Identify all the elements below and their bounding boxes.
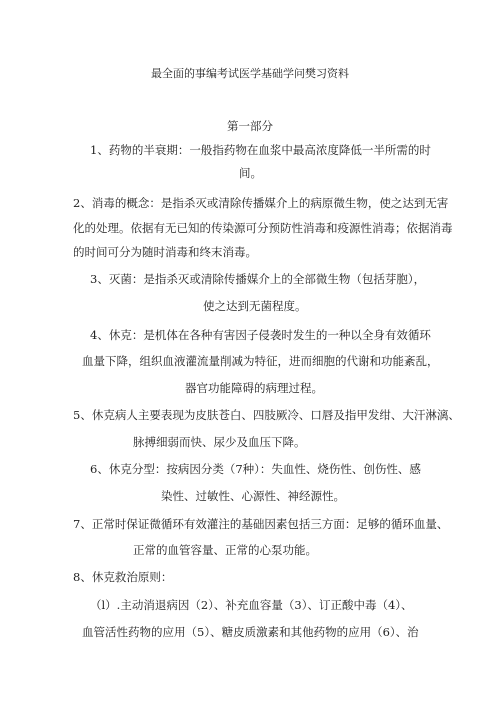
item-1-line-2: 间。 bbox=[239, 166, 262, 180]
item-2-line-1: 2、消毒的概念：是指杀灭或清除传播媒介上的病原微生物，使之达到无害 bbox=[73, 196, 449, 210]
item-8-line-3: 血管活性药物的应用（5）、糖皮质激素和其他药物的应用（6）、治 bbox=[82, 625, 419, 639]
item-7-line-2: 正常的血管容量、正常的心泵功能。 bbox=[133, 543, 317, 557]
item-6-line-2: 染性、过敏性、心源性、神经源性。 bbox=[161, 489, 345, 503]
item-7-line-1: 7、正常时保证微循环有效灌注的基础因素包括三方面：足够的循环血量、 bbox=[73, 517, 449, 531]
item-4-line-1: 4、休克：是机体在各种有害因子侵袭时发生的一种以全身有效循环 bbox=[90, 328, 431, 342]
item-5-line-2: 脉搏细弱而快、尿少及血压下降。 bbox=[133, 435, 306, 449]
item-5-line-1: 5、休克病人主要表现为皮肤苍白、四肢厥冷、口唇及指甲发绀、大汗淋漓、 bbox=[73, 408, 460, 422]
item-1-line-1: 1、药物的半衰期：一般指药物在血浆中最高浓度降低一半所需的时 bbox=[90, 143, 431, 157]
item-2-line-2: 化的处理。依据有无已知的传染源可分预防性消毒和疫源性消毒；依据消毒 bbox=[73, 221, 453, 235]
item-6-line-1: 6、休克分型：按病因分类（7种）：失血性、烧伤性、创伤性、感 bbox=[90, 462, 421, 476]
item-2-line-3: 的时间可分为随时消毒和终末消毒。 bbox=[73, 245, 257, 259]
item-4-line-2: 血量下降，组织血液灌流量削减为特征，进而细胞的代谢和功能紊乱， bbox=[82, 354, 439, 368]
part-heading: 第一部分 bbox=[227, 119, 273, 133]
item-8-line-1: 8、休克救治原则： bbox=[73, 570, 173, 584]
item-4-line-3: 器官功能障碍的病理过程。 bbox=[185, 381, 323, 395]
item-3-line-1: 3、灭菌：是指杀灭或清除传播媒介上的全部微生物（包括芽胞）， bbox=[90, 272, 426, 286]
item-3-line-2: 使之达到无菌程度。 bbox=[203, 299, 307, 313]
document-title: 最全面的事编考试医学基础学问樊习资料 bbox=[151, 67, 349, 80]
item-8-line-2: （l）.主动消退病因（2）、补充血容量（3）、订正酸中毒（4）、 bbox=[90, 598, 413, 612]
